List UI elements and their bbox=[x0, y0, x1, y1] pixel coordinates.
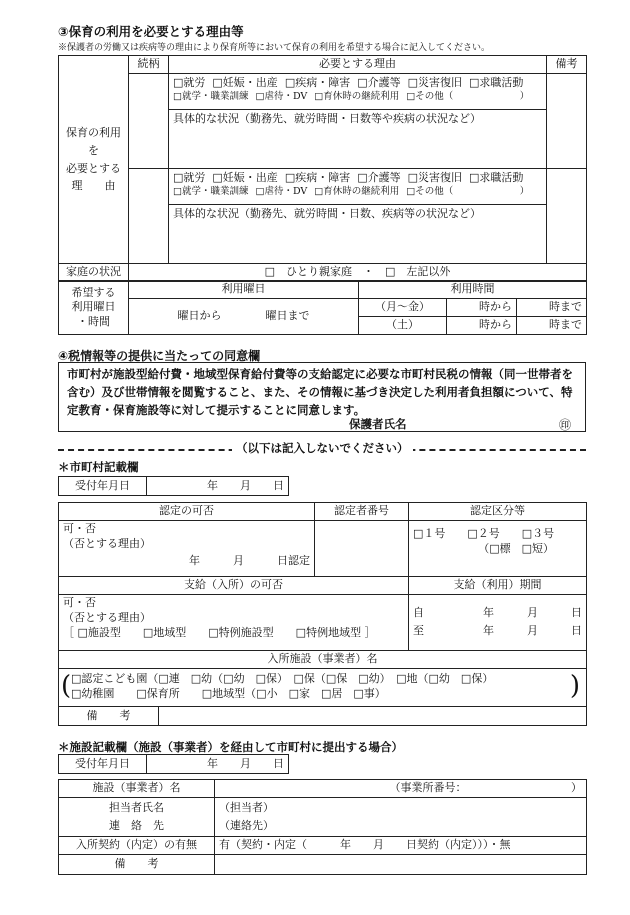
section3-note: ※保護者の労働又は疾病等の理由により保育所等において保育の利用を希望する場合に記入してください。 bbox=[58, 43, 491, 53]
municipal-title: ＊市町村記載欄 bbox=[58, 460, 139, 474]
period-header: 支給（利用）期間 bbox=[409, 577, 587, 595]
reason-options-2[interactable]: □就労 □妊娠・出産 □疾病・障害 □介護等 □災害復旧 □求職活動 □就学・職業訓練 □虐待・DV □育休時の継続利用 □その他（ ） bbox=[169, 169, 546, 205]
situation-label-1: 具体的な状況（勤務先、就労時間・日数等や疾病の状況など） bbox=[173, 112, 481, 125]
facility-header: 入所施設（事業者）名 bbox=[59, 650, 587, 668]
weekday-to[interactable]: 時まで bbox=[517, 298, 587, 316]
wish-day-header: 利用曜日 bbox=[129, 281, 359, 299]
facility-name-label: 施設（事業者）名 bbox=[59, 780, 215, 798]
remarks-header: 備考 bbox=[547, 56, 587, 74]
category-header: 認定区分等 bbox=[409, 503, 587, 521]
reason-row-label: 保育の利用を 必要とする 理 由 bbox=[59, 56, 129, 264]
cert-table bbox=[58, 502, 587, 577]
municipal-remarks-label: 備 考 bbox=[59, 707, 159, 726]
wish-label: 希望する 利用曜日 ・時間 bbox=[59, 281, 129, 335]
facility-cell[interactable]: ( □認定こども園（□連 □幼（□幼 □保） □保（□保 □幼） □地（□幼 □保） □幼稚園 □保育所 □地域型（□小 □家 □居 □事） ) bbox=[59, 668, 587, 706]
wish-day-cell[interactable]: 曜日から 曜日まで bbox=[129, 298, 359, 334]
relation-header: 続柄 bbox=[129, 56, 169, 74]
bracket-left: ( bbox=[61, 670, 72, 701]
municipal-received-table bbox=[58, 476, 289, 496]
family-label: 家庭の状況 bbox=[59, 264, 129, 282]
municipal-remarks-cell[interactable] bbox=[159, 707, 587, 726]
facility-info-table bbox=[58, 779, 587, 875]
reason-table bbox=[58, 55, 587, 282]
section3-title: ③保育の利用を必要とする理由等 bbox=[58, 24, 244, 39]
situation-label-2: 具体的な状況（勤務先、就労時間・日数、疾病等の状況など） bbox=[173, 207, 481, 220]
guardian-name-label: 保護者氏名 bbox=[349, 417, 407, 431]
remarks-cell-1[interactable] bbox=[547, 74, 587, 169]
consent-box bbox=[58, 362, 586, 432]
cert-header: 認定の可否 bbox=[59, 503, 315, 521]
reason-cell-1[interactable] bbox=[169, 74, 547, 169]
consent-text: 市町村が施設型給付費・地域型保育給付費等の支給認定に必要な市町村民税の情報（同一世帯者を含む）及び世帯情報を閲覧すること、また、その情報に基づき決定した利用者負担額について、特定教育・保育施設等に対して提示することに同意します。 bbox=[67, 367, 573, 417]
guardian-name-line[interactable] bbox=[334, 431, 579, 432]
facility-section-title: ＊施設記載欄（施設（事業者）を経由して市町村に提出する場合） bbox=[58, 740, 403, 754]
municipal-received-label: 受付年月日 bbox=[59, 477, 147, 496]
saturday-to[interactable]: 時まで bbox=[517, 316, 587, 334]
municipal-received-date[interactable]: 年 月 日 bbox=[147, 477, 289, 496]
saturday-label: （土） bbox=[359, 316, 447, 334]
cert-cell[interactable]: 可・否 （否とする理由） 年 月 日認定 bbox=[59, 520, 315, 576]
supply-cell[interactable]: 可・否 （否とする理由） ［ □施設型 □地域型 □特例施設型 □特例地域型 ］ bbox=[59, 594, 409, 650]
reason-cell-2[interactable] bbox=[169, 169, 547, 264]
supply-table bbox=[58, 576, 587, 707]
period-cell[interactable]: 自 年 月 日 至 年 月 日 bbox=[409, 594, 587, 650]
certifier-cell[interactable] bbox=[315, 520, 409, 576]
facility-type-options[interactable]: ［ □施設型 □地域型 □特例施設型 □特例地域型 ］ bbox=[63, 625, 376, 639]
relation-cell-1[interactable] bbox=[129, 74, 169, 169]
saturday-from[interactable]: 時から bbox=[447, 316, 517, 334]
reason-header: 必要とする理由 bbox=[169, 56, 547, 74]
weekday-from[interactable]: 時から bbox=[447, 298, 517, 316]
wish-table bbox=[58, 280, 587, 335]
facility-office-no[interactable]: （事業所番号： ） bbox=[215, 780, 587, 798]
facility-remarks-label: 備 考 bbox=[59, 855, 215, 875]
category-cell[interactable]: □１号 □２号 □３号 （□標 □短） bbox=[409, 520, 587, 576]
facility-person-labels: 担当者氏名 連 絡 先 bbox=[59, 798, 215, 837]
contract-label: 入所契約（内定）の有無 bbox=[59, 837, 215, 855]
relation-cell-2[interactable] bbox=[129, 169, 169, 264]
divider-label: （以下は記入しないでください） bbox=[232, 440, 413, 456]
family-options[interactable]: □ ひとり親家庭 ・ □ 左記以外 bbox=[129, 264, 587, 282]
facility-person-cell[interactable]: （担当者） （連絡先） bbox=[215, 798, 587, 837]
facility-received-label: 受付年月日 bbox=[59, 755, 147, 774]
remarks-cell-2[interactable] bbox=[547, 169, 587, 264]
section4-title: ④税情報等の提供に当たっての同意欄 bbox=[58, 349, 261, 363]
weekday-label: （月～金） bbox=[359, 298, 447, 316]
facility-received-date[interactable]: 年 月 日 bbox=[147, 755, 289, 774]
bracket-right: ) bbox=[569, 670, 580, 701]
contract-cell[interactable]: 有（契約・内定（ 年 月 日契約（内定）））・無 bbox=[215, 837, 587, 855]
reason-options-1[interactable]: □就労 □妊娠・出産 □疾病・障害 □介護等 □災害復旧 □求職活動 □就学・職業訓練 □虐待・DV □育休時の継続利用 □その他（ ） bbox=[169, 74, 546, 110]
wish-time-header: 利用時間 bbox=[359, 281, 587, 299]
municipal-remarks-table bbox=[58, 706, 587, 726]
supply-header: 支給（入所）の可否 bbox=[59, 577, 409, 595]
facility-remarks-cell[interactable] bbox=[215, 855, 587, 875]
seal-mark: ㊞ bbox=[559, 418, 572, 432]
certifier-header: 認定者番号 bbox=[315, 503, 409, 521]
facility-received-table bbox=[58, 754, 289, 774]
